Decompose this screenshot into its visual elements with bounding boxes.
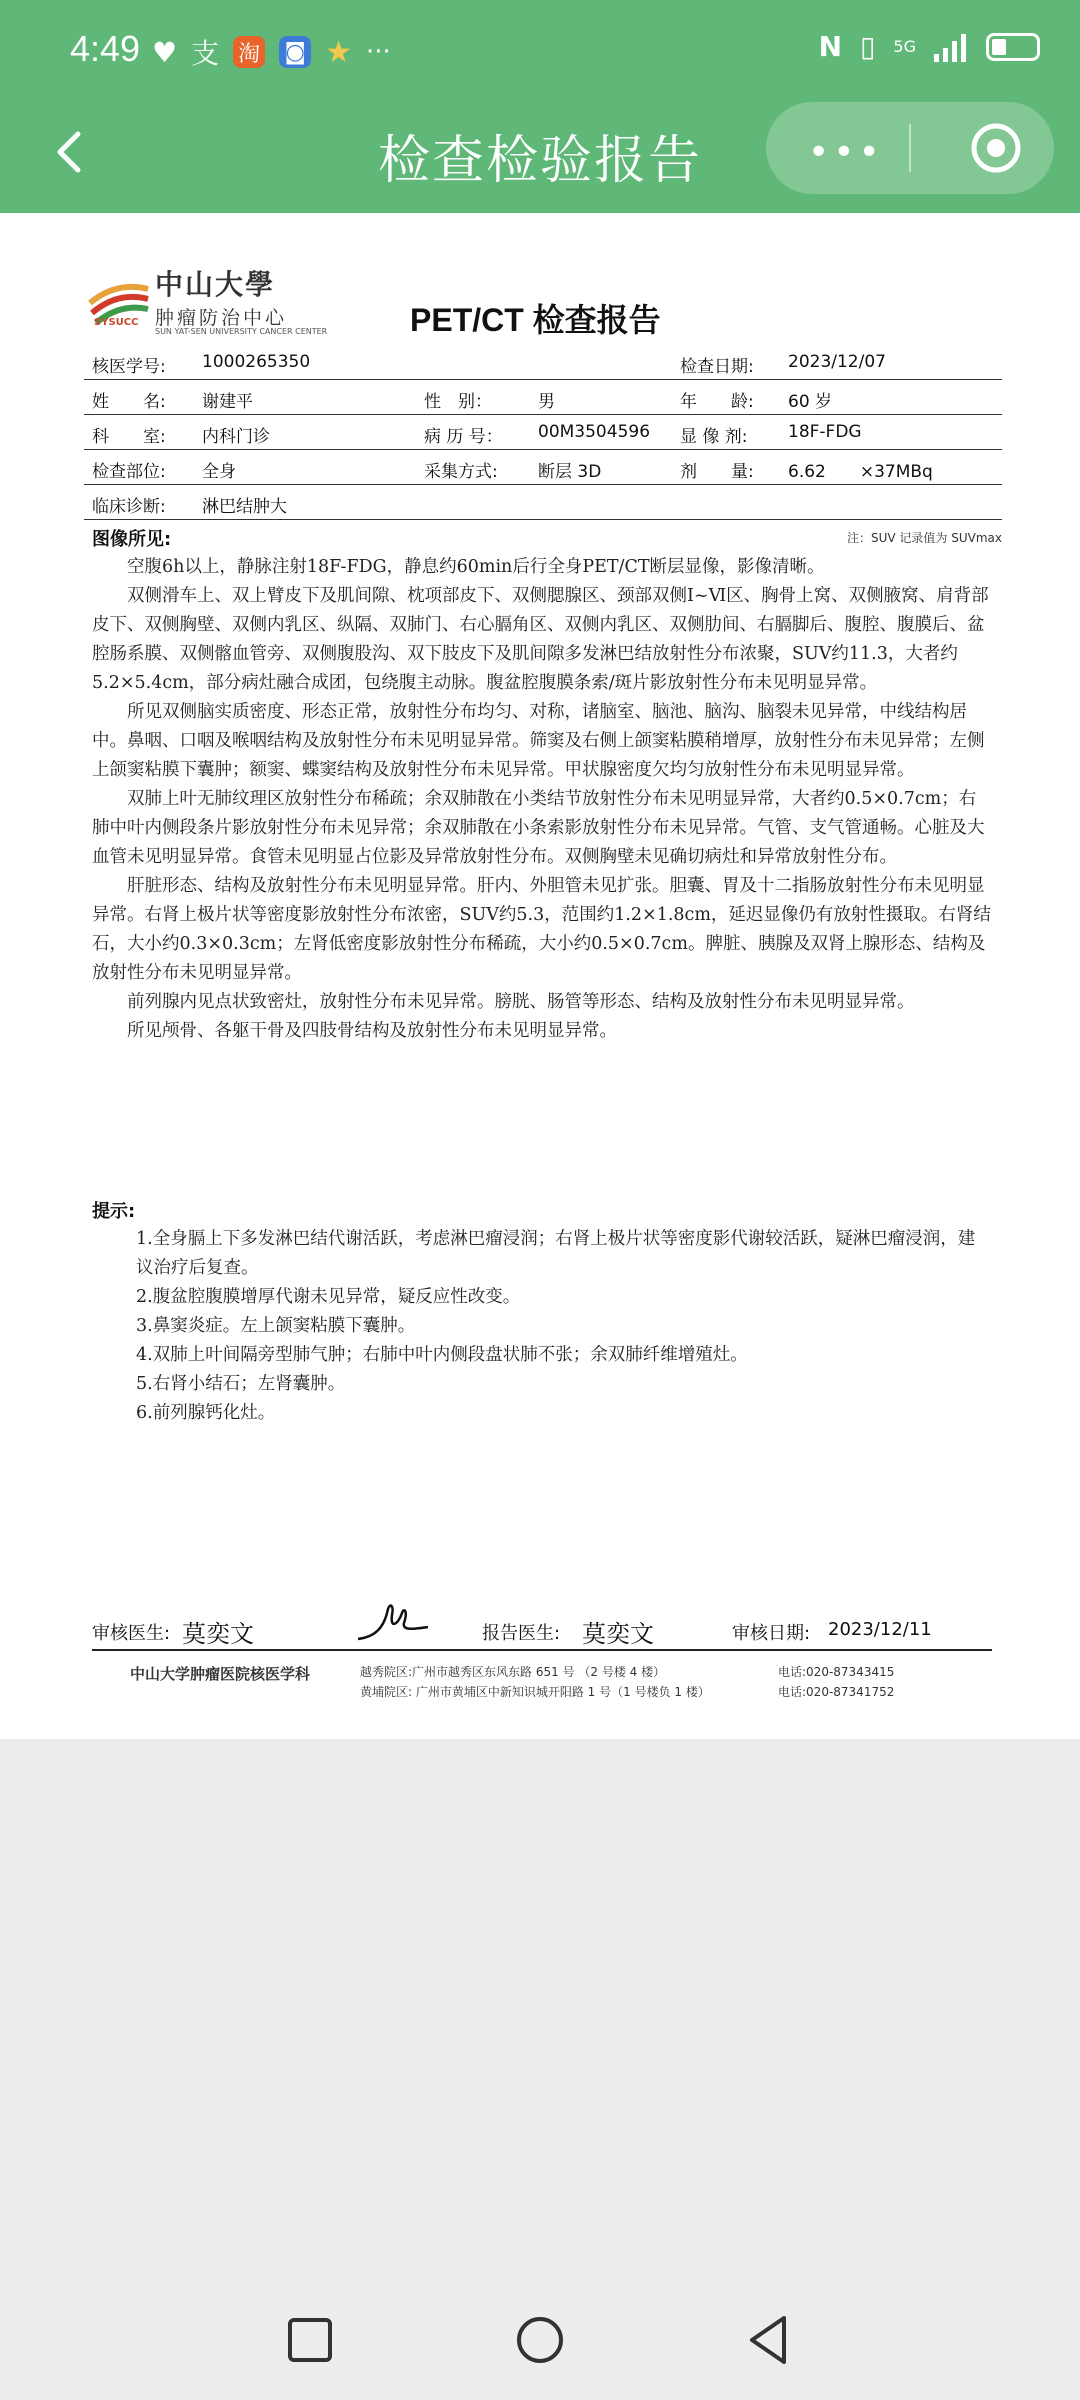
nfc-icon: N (818, 30, 842, 63)
page-title: 检查检验报告 (377, 131, 702, 191)
vibrate-icon: ▯ (860, 30, 876, 63)
notification-icons (152, 32, 391, 72)
network-type: 5G (893, 37, 916, 56)
status-right (819, 30, 1040, 63)
tip-item: 1.全身膈上下多发淋巴结代谢活跃，考虑淋巴瘤浸润；右肾上极片状等密度影代谢较活跃，疑淋巴瘤浸润，建议治疗后复查。 (136, 1229, 976, 1278)
system-navigation-bar (0, 2280, 1080, 2400)
findings-paragraph: 所见颅骨、各躯干骨及四肢骨结构及放射性分布未见明显异常。 (127, 1021, 617, 1041)
footer-address-2: 黄埔院区: 广州市黄埔区中新知识城开阳路 1 号（1 号楼负 1 楼） (360, 1685, 710, 1699)
imaging-agent: 18F-FDG (788, 422, 862, 442)
info-row: 姓 名: 谢建平 性 别： 男 年 龄: 60 岁 (84, 380, 1002, 415)
home-icon[interactable] (510, 2310, 570, 2370)
close-target-icon[interactable] (968, 120, 1024, 176)
heart-icon: ♥ (152, 35, 178, 69)
nuclear-med-id: 1000265350 (202, 352, 311, 372)
logo-name: 中山大學 (155, 268, 276, 301)
department: 内科门诊 (202, 427, 270, 447)
suv-note: 注：SUV 记录值为 SUVmax (847, 531, 1002, 545)
status-time: 4:49 (70, 28, 141, 69)
findings-paragraph: 前列腺内见点状致密灶，放射性分布未见异常。膀胱、肠管等形态、结构及放射性分布未见明显异常。 (127, 992, 915, 1012)
exam-date: 2023/12/07 (788, 352, 886, 372)
footer-address-1: 越秀院区:广州市越秀区东风东路 651 号 （2 号楼 4 楼） (360, 1665, 666, 1679)
findings-paragraph: 肝脏形态、结构及放射性分布未见明显异常。肝内、外胆管未见扩张。胆囊、胃及十二指肠放射性分布未见明显异常。右肾上极片状等密度影放射性分布浓密，SUV约5.3，范围约1.2×1.8cm，延迟显像仍有放射性摄取。右肾结石，大小约0.3×0.3cm；左肾低密度影放射性分布稀疏，大小约0.5×0.7cm。脾脏、胰腺及双肾上腺形态、结构及放射性分布未见明显异常。 (92, 876, 991, 983)
findings-paragraph: 空腹6h以上，静脉注射18F-FDG，静息约60min后行全身PET/CT断层显像，影像清晰。 (127, 557, 825, 577)
more-notifications-icon: ··· (366, 37, 391, 67)
app-icon: ◙ (279, 36, 311, 68)
patient-info-table (84, 345, 1002, 520)
battery-icon (986, 33, 1040, 61)
exam-site: 全身 (202, 462, 236, 482)
star-icon: ★ (325, 34, 353, 70)
mini-program-capsule (766, 102, 1054, 194)
footer-phone-1: 电话:020-87343415 (778, 1665, 895, 1679)
taobao-icon: 淘 (233, 36, 265, 68)
findings-text (92, 553, 992, 1046)
info-row: 检查部位: 全身 采集方式: 断层 3D 剂 量: 6.62 ×37MBq (84, 450, 1002, 485)
findings-paragraph: 所见双侧脑实质密度、形态正常，放射性分布均匀、对称，诸脑室、脑池、脑沟、脑裂未见异常，中线结构居中。鼻咽、口咽及喉咽结构及放射性分布未见明显异常。筛窦及右侧上颌窦粘膜稍增厚，放射性分布未见异常；左侧上颌窦粘膜下囊肿；额窦、蝶窦结构及放射性分布未见异常。甲状腺密度欠均匀放射性分布未见明显异常。 (92, 702, 985, 780)
patient-age: 60 岁 (788, 392, 833, 412)
reporter-name: 莫奕文 (582, 1620, 654, 1648)
info-row: 核医学号: 1000265350 检查日期: 2023/12/07 (84, 345, 1002, 380)
logo-subname: 肿瘤防治中心 (155, 307, 288, 329)
tips-heading: 提示: (92, 1201, 136, 1222)
info-row: 临床诊断: 淋巴结肿大 (84, 485, 1002, 520)
footer-dept: 中山大学肿瘤医院核医学科 (130, 1665, 311, 1683)
logo-english: SUN YAT-SEN UNIVERSITY CANCER CENTER (155, 327, 328, 336)
patient-sex: 男 (538, 392, 555, 412)
review-date: 2023/12/11 (828, 1619, 932, 1640)
signature-icon (354, 1599, 434, 1645)
findings-heading: 图像所见: (92, 529, 172, 550)
record-number: 00M3504596 (538, 422, 651, 442)
status-bar (0, 0, 1080, 100)
dose: 6.62 ×37MBq (788, 462, 933, 482)
footer-phone-2: 电话:020-87341752 (778, 1685, 895, 1699)
reviewer-name: 莫奕文 (182, 1620, 254, 1648)
report-title: PET/CT 检查报告 (410, 302, 661, 338)
tip-item: 2.腹盆腔腹膜增厚代谢未见异常，疑反应性改变。 (136, 1287, 521, 1307)
info-row: 科 室: 内科门诊 病 历 号： 00M3504596 显 像 剂: 18F-FDG (84, 415, 1002, 450)
capsule-divider (909, 124, 911, 172)
report-document (0, 213, 1080, 1739)
signal-icon (934, 32, 968, 62)
title-bar (0, 100, 1080, 213)
alipay-icon: 支 (191, 37, 220, 70)
tip-item: 3.鼻窦炎症。左上颌窦粘膜下囊肿。 (136, 1316, 416, 1336)
patient-name: 谢建平 (202, 392, 253, 412)
tip-item: 4.双肺上叶间隔旁型肺气肿；右肺中叶内侧段盘状肺不张；余双肺纤维增殖灶。 (136, 1345, 748, 1365)
recent-apps-icon[interactable] (280, 2310, 340, 2370)
tip-item: 6.前列腺钙化灶。 (136, 1403, 276, 1423)
back-nav-icon[interactable] (740, 2310, 800, 2370)
logo-abbr: SYSUCC (94, 317, 139, 328)
signature-line: 审核医生: 莫奕文 报告医生: 莫奕文 审核日期: 2023/12/11 (92, 1613, 992, 1651)
more-button[interactable]: ••• (808, 132, 884, 173)
findings-paragraph: 双侧滑车上、双上臂皮下及肌间隙、枕项部皮下、双侧腮腺区、颈部双侧Ⅰ~Ⅵ区、胸骨上窝、双侧腋窝、肩背部皮下、双侧胸壁、双侧内乳区、纵隔、双肺门、右心膈角区、双侧内乳区、双侧肋间、右膈脚后、腹腔、腹膜后、盆腔肠系膜、双侧髂血管旁、双侧腹股沟、双下肢皮下及肌间隙多发淋巴结放射性分布浓聚，SUV约11.3，大者约5.2×5.4cm，部分病灶融合成团，包绕腹主动脉。腹盆腔腹膜条索/斑片影放射性分布未见明显异常。 (92, 586, 989, 693)
acquisition-method: 断层 3D (538, 462, 602, 482)
tip-item: 5.右肾小结石；左肾囊肿。 (136, 1374, 346, 1394)
findings-paragraph: 双肺上叶无肺纹理区放射性分布稀疏；余双肺散在小类结节放射性分布未见明显异常，大者约0.5×0.7cm；右肺中叶内侧段条片影放射性分布未见异常；余双肺散在小条索影放射性分布未见异常。气管、支气管通畅。心脏及大血管未见明显异常。食管未见明显占位影及异常放射性分布。双侧胸壁未见确切病灶和异常放射性分布。 (92, 789, 985, 867)
clinical-diagnosis: 淋巴结肿大 (202, 497, 287, 517)
tips-list (92, 1225, 992, 1428)
